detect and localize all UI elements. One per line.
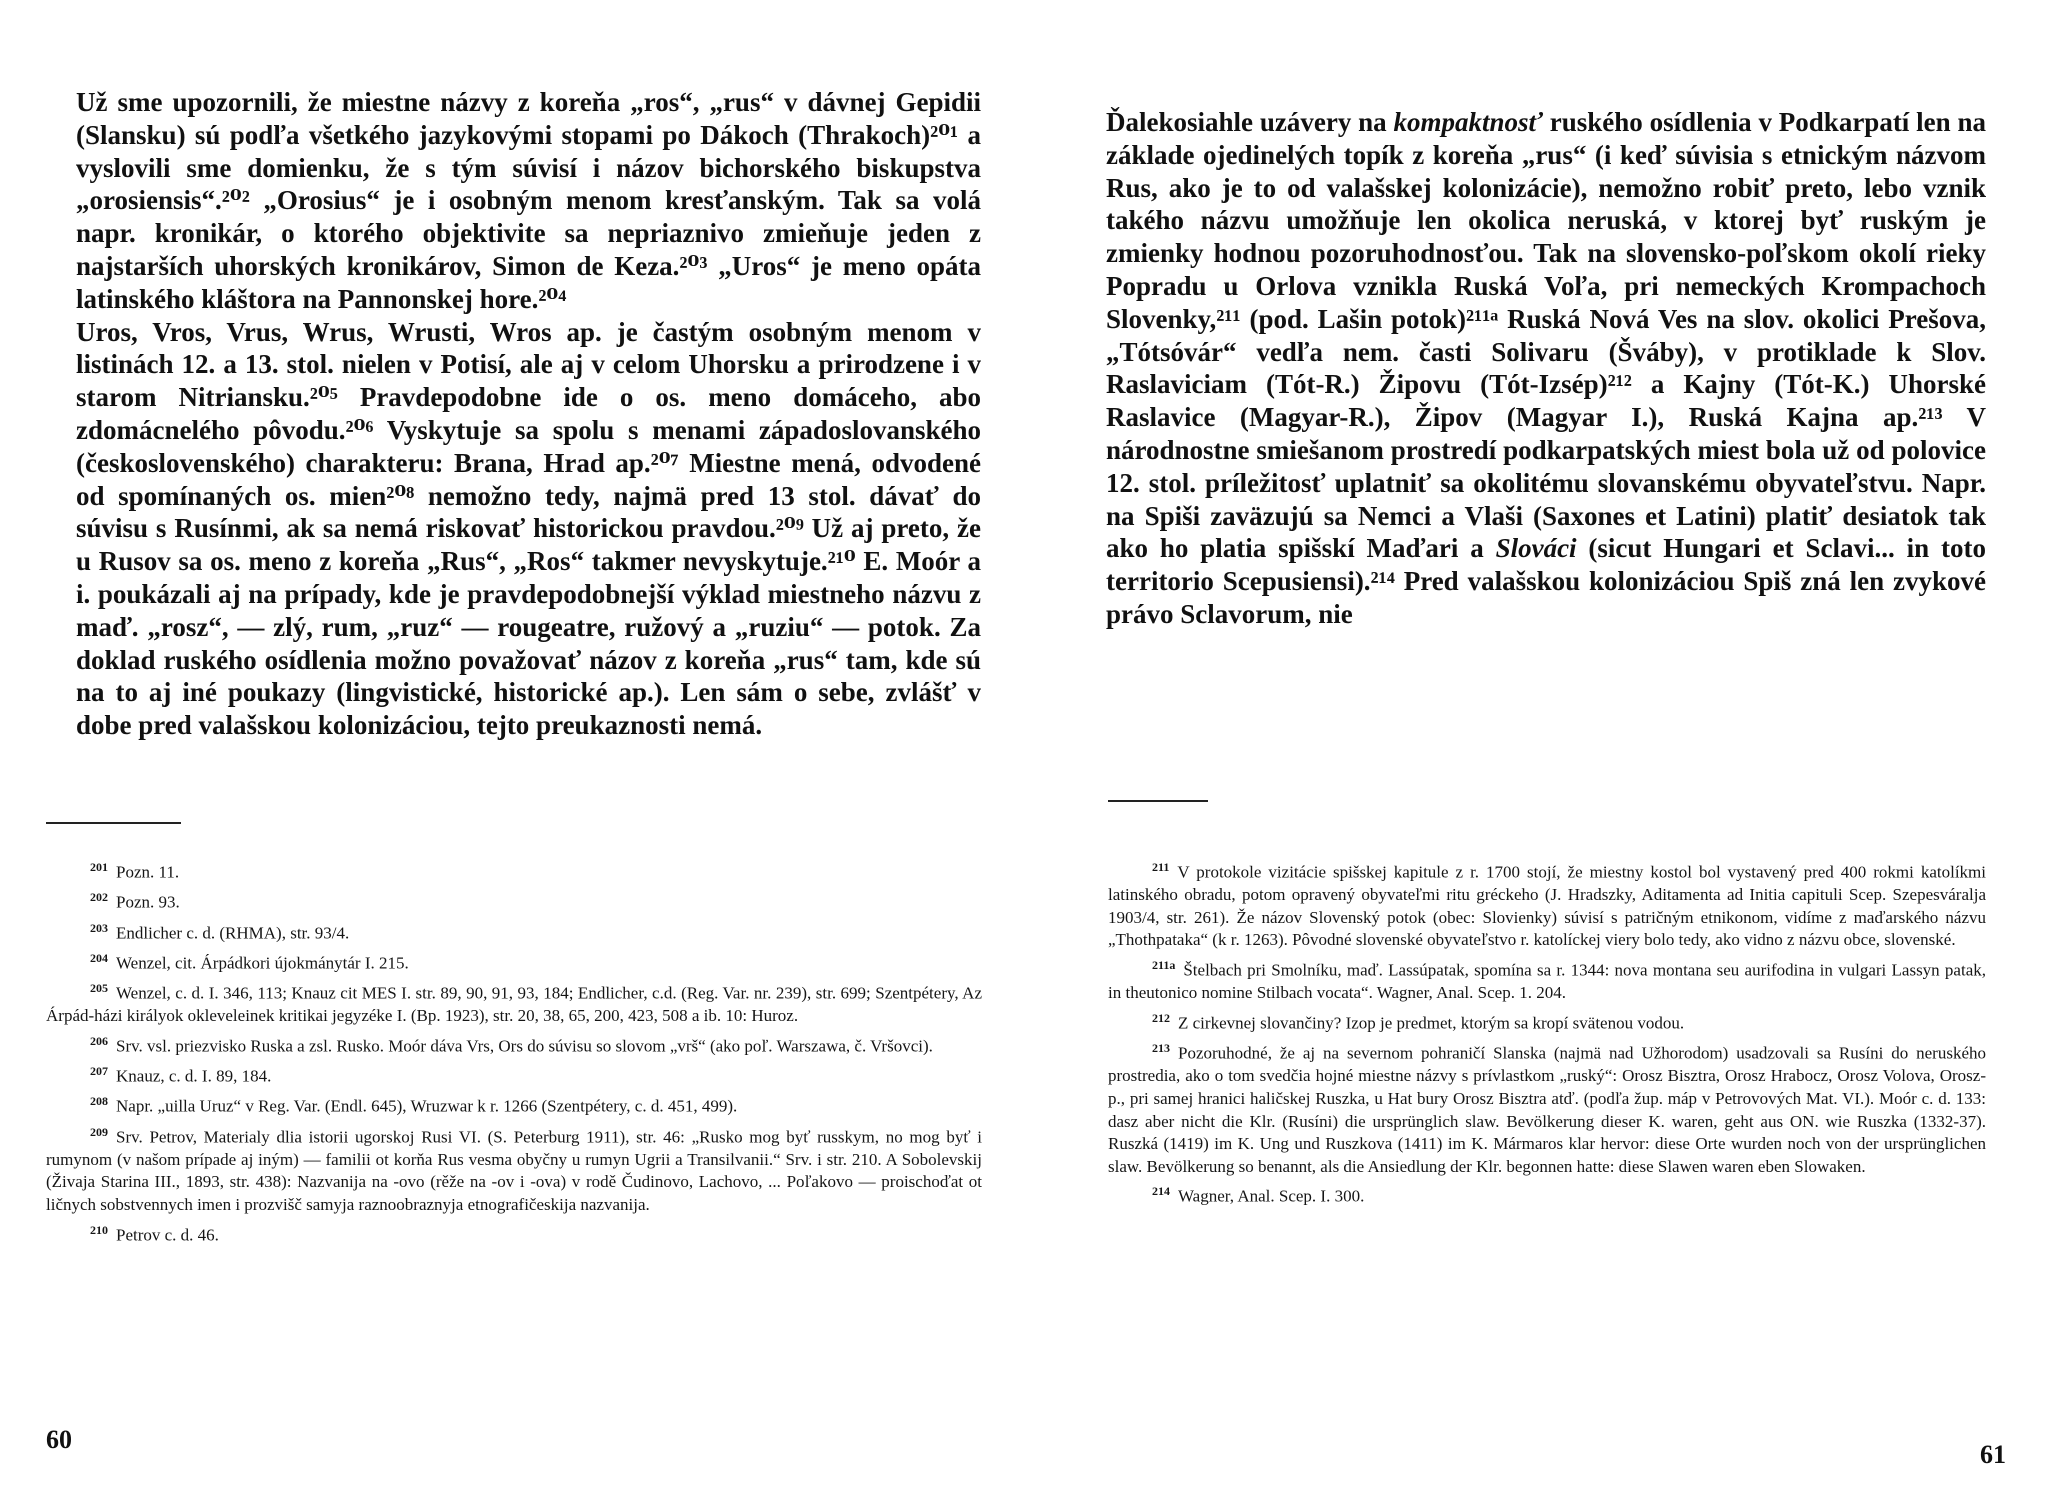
- footnote: [46, 947, 982, 975]
- footnote-number: 214: [1152, 1184, 1170, 1199]
- footnote-text: Pozoruhodné, že aj na severnom pohraničí Slanska (najmä nad Užhorodom) usadzovali sa Rusíni do neruského prostredia, ako o tom svedčia hojné miestne názvy s prívlastkom „ruský“: Orosz Bisztra, Orosz Hrabocz, Orosz Volova, Orosz-p., pri samej hranici haličskej Ruszka, u Hat bury Orosz Bisztra atď. (podľa žup. máp v Petrovových Mat. VI.). Moór c. d. 133: dasz aber nicht die Klr. (Rusíni) die ursprünglich slaw. Bevölkerung dieser K. waren, geht aus ON. wie Ruszka (1332-37). Ruszká (1419) im K. Ung und Ruszkova (1411) im K. Mármaros klar hervor: diese Orte wurden noch von der ursprünglichen slaw. Bevölkerung so benannt, als die Ansiedlung der Klr. begonnen hatte: diese Slawen waren eben Slowaken.: [1108, 1043, 1986, 1176]
- left-footnotes: [46, 856, 982, 1249]
- footnote-number: 201: [90, 860, 108, 874]
- footnote: [46, 1030, 982, 1058]
- footnote: [46, 977, 982, 1028]
- footnote-number: 211: [1152, 860, 1170, 874]
- footnote-number: 208: [90, 1094, 108, 1109]
- footnote: [1108, 1037, 1986, 1178]
- right-footnotes: [1108, 856, 1986, 1211]
- footnote-number: 202: [90, 890, 108, 905]
- footnote: [46, 1090, 982, 1118]
- footnote-text: Srv. vsl. priezvisko Ruska a zsl. Rusko. Moór dáva Vrs, Ors do súvisu so slovom „vrš“ (ako poľ. Warszawa, č. Vršovci).: [116, 1036, 933, 1056]
- footnote-text: Srv. Petrov, Materialy dlia istorii ugorskoj Rusi VI. (S. Peterburg 1911), str. 46: „Rusko mog byť russkym, no mog byť i rumynom (v našom prípade aj iným) — familii ot korňa Rus vesma obyčny u rumyn Ugrii a Transilvanii.“ Srv. i str. 210. A Sobolevskij (Živaja Starina III., 1893, str. 438): Nazvanija na -ovo (rěže na -ov i -ova) v rodě Čudinovo, Lachovo, ... Poľakovo — proischoďat ot ličnych sobstvennych imen i prozvišč samyja raznoobraznyja etnografičeskija nazvanija.: [46, 1127, 982, 1215]
- right-page-number: 61: [1980, 1440, 2006, 1469]
- footnote-number: 205: [90, 981, 108, 995]
- footnote-number: 207: [90, 1064, 108, 1079]
- footnote-text: Knauz, c. d. I. 89, 184.: [116, 1066, 272, 1086]
- footnote: [1108, 1007, 1986, 1035]
- right-main-text: [1106, 106, 1986, 631]
- footnote-number: 213: [1152, 1041, 1170, 1056]
- footnote-number: 206: [90, 1033, 108, 1048]
- right-paragraph-1: [1106, 106, 1986, 631]
- footnote: [46, 856, 982, 884]
- footnote: [46, 917, 982, 945]
- text-run: ruského osídlenia v Podkarpatí len na základe ojedinelých topík z koreňa „rus“ (i keď súvisia s etnickým názvom Rus, ako je to od valašskej kolonizácie), nemožno robiť preto, lebo vznik takého názvu umožňuje len okolica neruská, v ktorej byť ruským je zmienky hodnou pozoruhodnosťou. Tak na slovensko-poľskom okolí rieky Popradu u Orlova vznikla Ruská Voľa, pri nemeckých Krompachoch Slovenky,²¹¹ (pod. Lašin potok)²¹¹ᵃ Ruská Nová Ves na slov. okolici Prešova, „Tótsóvár“ vedľa nem. časti Solivaru (Šváby), v protiklade k Slov. Raslaviciam (Tót-R.) Žipovu (Tót-Izsép)²¹² a Kajny (Tót-K.) Uhorské Raslavice (Magyar-R.), Žipov (Magyar I.), Ruská Kajna ap.²¹³ V národnostne smiešanom prostredí podkarpatských miest bola už od polovice 12. stol. príležitosť uplatniť sa okolitému slovanskému obyvateľstvu. Napr. na Spiši zaväzujú sa Nemci a Vlaši (Saxones et Latini) platiť desiatok tak ako ho platia spišskí Maďari a: [1106, 107, 1986, 564]
- left-footnote-rule: [46, 822, 181, 824]
- footnote-text: Wenzel, c. d. I. 346, 113; Knauz cit MES I. str. 89, 90, 91, 93, 184; Endlicher, c.d. (Reg. Var. nr. 239), str. 699; Szentpétery, Az Árpád-házi királyok okleveleinek kritikai jegyzéke I. (Bp. 1923), str. 20, 38, 65, 200, 423, 508 a ib. 10: Huroz.: [46, 983, 982, 1026]
- footnote-text: Štelbach pri Smolníku, maď. Lassúpatak, spomína sa r. 1344: nova montana seu aurifodina in vulgari Lassyn patak, in theutonico nomine Stilbach vocata“. Wagner, Anal. Scep. 1. 204.: [1108, 960, 1986, 1003]
- footnote: [46, 1219, 982, 1247]
- italic-term-slovaci: Slováci: [1495, 533, 1577, 564]
- italic-term-kompaktnost: kompaktnosť: [1393, 107, 1543, 137]
- footnote: [1108, 1180, 1986, 1208]
- footnote-text: Pozn. 93.: [116, 892, 180, 912]
- footnote: [46, 1121, 982, 1217]
- footnote: [46, 886, 982, 914]
- footnote: [1108, 856, 1986, 952]
- footnote-text: Z cirkevnej slovančiny? Izop je predmet, ktorým sa kropí svätenou vodou.: [1178, 1013, 1685, 1033]
- footnote-text: Napr. „uilla Uruz“ v Reg. Var. (Endl. 645), Wruzwar k r. 1266 (Szentpétery, c. d. 451, 499).: [116, 1097, 738, 1116]
- footnote-text: V protokole vizitácie spišskej kapitule z r. 1700 stojí, že miestny kostol bol vystavený pred 400 rokmi katolíkmi latinského obradu, potom opravený obyvateľmi ritu gréckeho (J. Hradszky, Aditamenta ad Initia capituli Scep. Szepesváralja 1903/4, str. 261). Že názov Slovenský potok (obec: Slovienky) súvisí s patričným etnikonom, vidíme z maďarského názvu „Thothpataka“ (k r. 1263). Pôvodné slovenské obyvateľstvo r. katolíckej viery bolo tedy, ako vidno z názvu obce, slovenské.: [1108, 862, 1986, 950]
- footnote-number: 203: [90, 920, 108, 935]
- footnote-text: Petrov c. d. 46.: [116, 1225, 219, 1245]
- footnote-text: Endlicher c. d. (RHMA), str. 93/4.: [116, 923, 350, 943]
- left-paragraph-1: Už sme upozornili, že miestne názvy z koreňa „ros“, „rus“ v dávnej Gepidii (Slansku) sú podľa všetkého jazykovými stopami po Dákoch (Thrakoch)²⁰¹ a vyslovili sme domienku, že s tým súvisí i názov bichorského biskupstva „orosiensis“.²⁰² „Orosius“ je i osobným menom kresťanským. Tak sa volá napr. kronikár, o ktorého objektivite sa nepriaznivo zmieňuje jeden z najstarších uhorských kronikárov, Simon de Keza.²⁰³ „Uros“ je meno opáta latinského kláštora na Pannonskej hore.²⁰⁴: [76, 87, 981, 314]
- footnote-text: Wagner, Anal. Scep. I. 300.: [1178, 1187, 1365, 1206]
- footnote-number: 210: [90, 1222, 108, 1237]
- left-main-text: [76, 86, 981, 742]
- footnote: [46, 1060, 982, 1088]
- footnote-number: 204: [90, 950, 108, 965]
- footnote-text: Pozn. 11.: [116, 862, 180, 882]
- footnote-number: 209: [90, 1124, 108, 1139]
- left-page-number: 60: [46, 1425, 72, 1454]
- footnote-text: Wenzel, cit. Árpádkori újokmánytár I. 215.: [116, 953, 409, 973]
- text-run: Ďalekosiahle uzávery na: [1106, 107, 1394, 137]
- footnote: [1108, 954, 1986, 1005]
- right-page: [1023, 0, 2046, 1500]
- footnote-number: 211a: [1152, 958, 1176, 973]
- text-run: (sicut Hungari et Sclavi... in toto territorio Scepusiensi).²¹⁴ Pred valašskou kolonizáciou Spiš zná len zvykové právo Sclavorum, nie: [1106, 533, 1986, 629]
- right-footnote-rule: [1108, 800, 1208, 802]
- footnote-number: 212: [1152, 1010, 1170, 1025]
- left-paragraph-2: Uros, Vros, Vrus, Wrus, Wrusti, Wros ap. je častým osobným menom v listinách 12. a 13. stol. nielen v Potisí, ale aj v celom Uhorsku a prirodzene i v starom Nitriansku.²⁰⁵ Pravdepodobne ide o os. meno domáceho, abo zdomácnelého pôvodu.²⁰⁶ Vyskytuje sa spolu s menami západoslovanského (československého) charakteru: Brana, Hrad ap.²⁰⁷ Miestne mená, odvodené od spomínaných os. mien²⁰⁸ nemožno tedy, najmä pred 13 stol. dávať do súvisu s Rusínmi, ak sa nemá riskovať historickou pravdou.²⁰⁹ Už aj preto, že u Rusov sa os. meno z koreňa „Rus“, „Ros“ takmer nevyskytuje.²¹⁰ E. Moór a i. poukázali aj na prípady, kde je pravdepodobnejší výklad miestneho názvu z maď. „rosz“, — zlý, rum, „ruz“ — rougeatre, ružový a „ruziu“ — potok. Za doklad ruského osídlenia možno považovať názov z koreňa „rus“ tam, kde sú na to aj iné poukazy (lingvistické, historické ap.). Len sám o sebe, zvlášť v dobe pred valašskou kolonizáciou, tejto preukaznosti nemá.: [76, 316, 981, 741]
